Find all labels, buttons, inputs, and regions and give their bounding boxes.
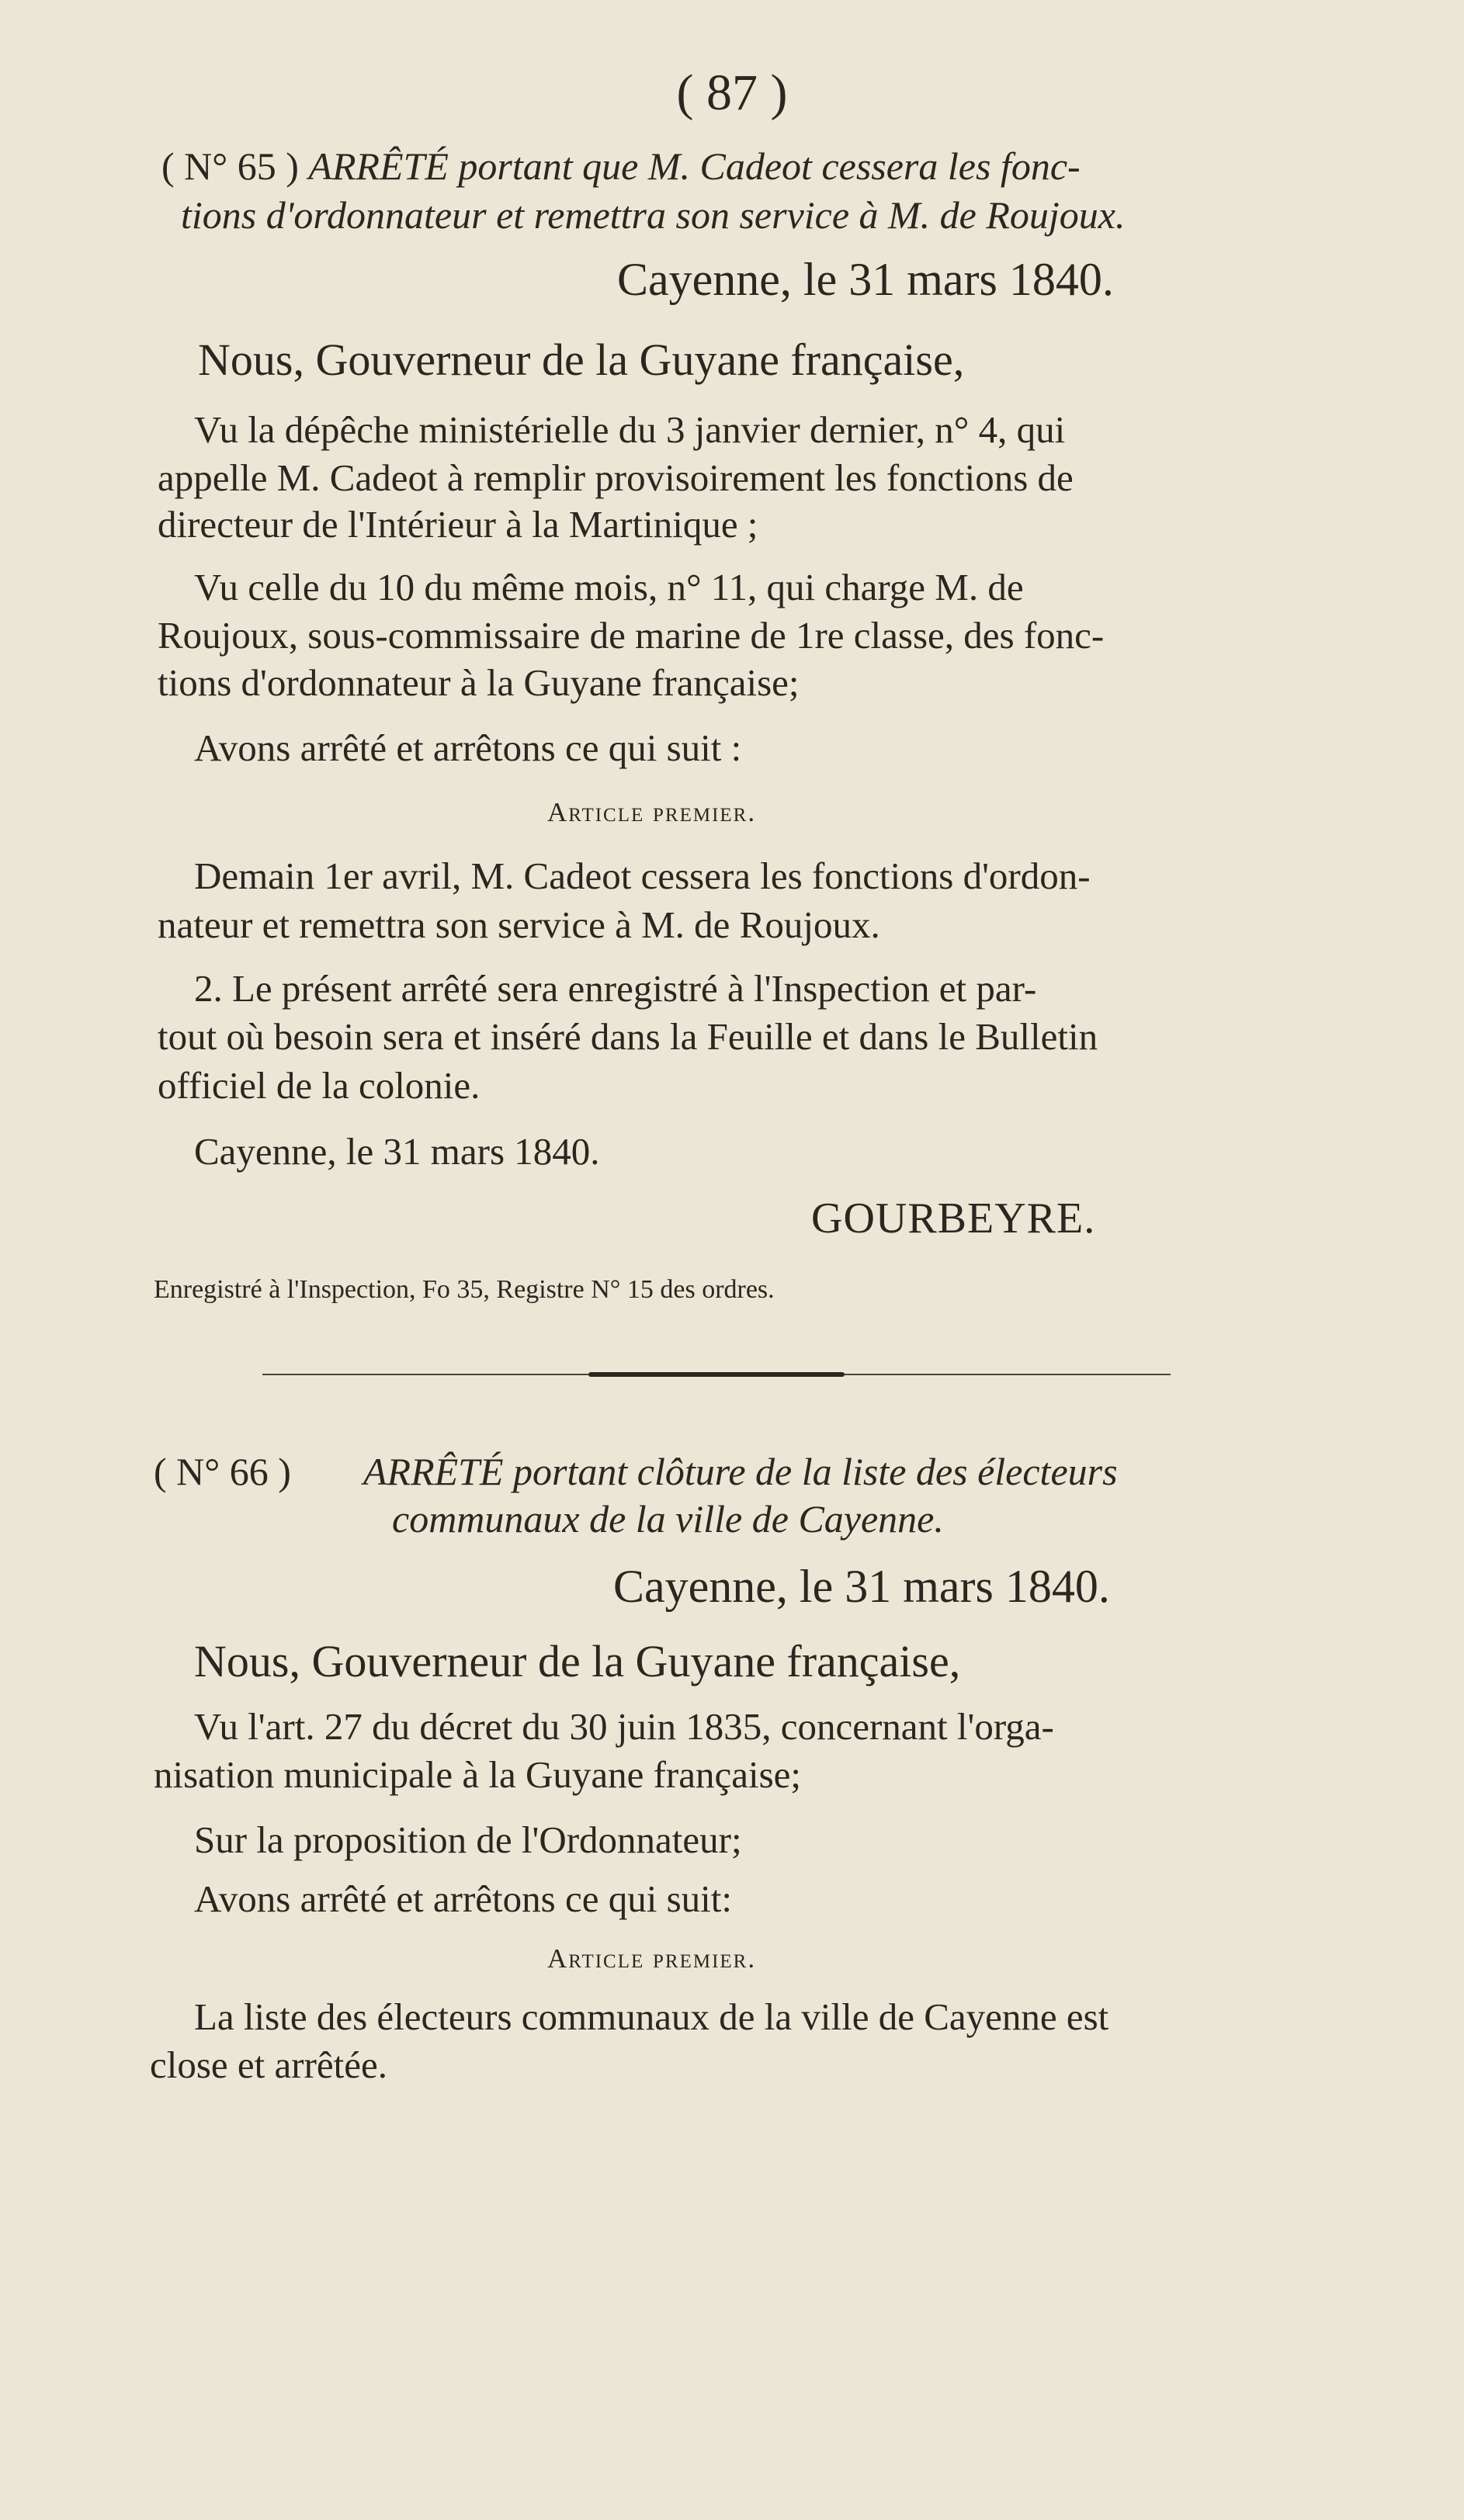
act65-title-line2: tions d'ordonnateur et remettra son service à M. de Roujoux.	[181, 193, 1126, 237]
act66-sur: Sur la proposition de l'Ordonnateur;	[194, 1818, 742, 1861]
act66-art1-line1: La liste des électeurs communaux de la ville de Cayenne est	[194, 1995, 1109, 2038]
act66-art1-line2: close et arrêtée.	[150, 2043, 388, 2086]
act65-art2-line1: 2. Le présent arrêté sera enregistré à l'Inspection et par-	[194, 967, 1037, 1010]
act65-art2-line2: tout où besoin sera et inséré dans la Feuille et dans le Bulletin	[158, 1015, 1098, 1058]
act65-signature: GOURBEYRE.	[811, 1194, 1096, 1243]
section-divider	[262, 1372, 1171, 1377]
act65-vu1-line3: directeur de l'Intérieur à la Martinique ;	[158, 503, 758, 546]
act65-art1-line2: nateur et remettra son service à M. de Roujoux.	[158, 903, 880, 946]
act65-vu1-line2: appelle M. Cadeot à remplir provisoirement les fonctions de	[158, 456, 1074, 499]
act66-avons: Avons arrêté et arrêtons ce qui suit:	[194, 1877, 733, 1920]
act65-title-line1-text: ARRÊTÉ portant que M. Cadeot cessera les fonc-	[308, 144, 1081, 188]
divider-thick-line	[588, 1372, 845, 1377]
act66-vu-line2: nisation municipale à la Guyane française;	[154, 1753, 802, 1796]
act66-number: ( N° 66 )	[154, 1450, 291, 1493]
act65-avons: Avons arrêté et arrêtons ce qui suit :	[194, 726, 742, 769]
act65-number-inline: ( N° 65 )	[161, 144, 309, 188]
act66-date: Cayenne, le 31 mars 1840.	[613, 1561, 1110, 1612]
act65-date: Cayenne, le 31 mars 1840.	[617, 254, 1114, 305]
act65-registration: Enregistré à l'Inspection, Fo 35, Registre N° 15 des ordres.	[154, 1275, 775, 1304]
act66-declaration: Nous, Gouverneur de la Guyane française,	[194, 1636, 961, 1686]
act65-vu2-line3: tions d'ordonnateur à la Guyane française;	[158, 661, 800, 704]
act65-declaration: Nous, Gouverneur de la Guyane française,	[198, 334, 965, 385]
act65-vu2-line1: Vu celle du 10 du même mois, n° 11, qui charge M. de	[194, 566, 1024, 608]
act66-article-heading: Article premier.	[547, 1943, 757, 1974]
act65-art2-line3: officiel de la colonie.	[158, 1064, 480, 1107]
act65-title-line1	[161, 144, 1081, 189]
act65-article-heading: Article premier.	[547, 797, 757, 827]
act65-vu2-line2: Roujoux, sous-commissaire de marine de 1re classe, des fonc-	[158, 614, 1105, 657]
act66-title-line1: ARRÊTÉ portant clôture de la liste des électeurs	[363, 1450, 1118, 1493]
act65-vu1-line1: Vu la dépêche ministérielle du 3 janvier dernier, n° 4, qui	[194, 408, 1066, 451]
act66-title-line2: communaux de la ville de Cayenne.	[392, 1497, 944, 1541]
act65-closing-date: Cayenne, le 31 mars 1840.	[194, 1130, 600, 1173]
act66-vu-line1: Vu l'art. 27 du décret du 30 juin 1835, concernant l'orga-	[194, 1705, 1054, 1748]
page-number: ( 87 )	[676, 64, 788, 121]
act65-art1-line1: Demain 1er avril, M. Cadeot cessera les fonctions d'ordon-	[194, 854, 1091, 897]
